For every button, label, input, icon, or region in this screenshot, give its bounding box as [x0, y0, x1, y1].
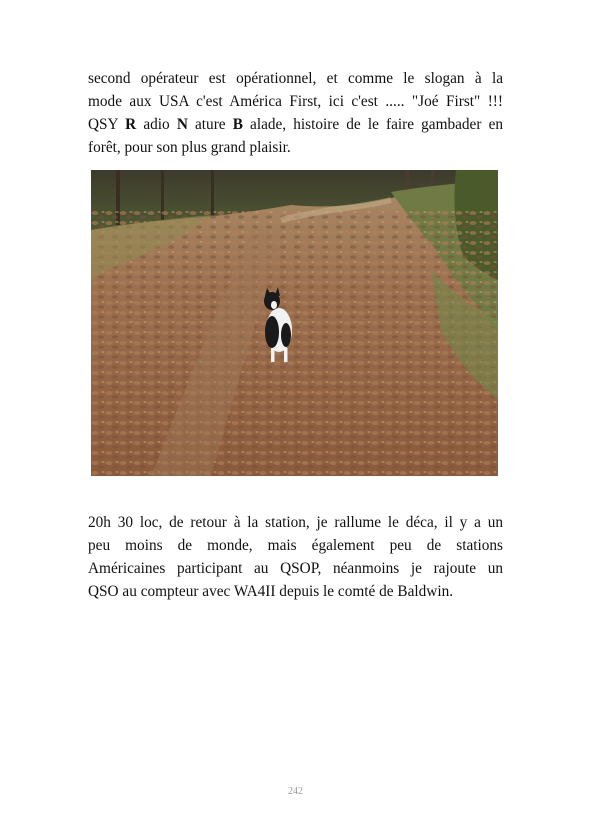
qsy-text: QSY — [88, 116, 126, 133]
adio-text: adio — [136, 116, 177, 133]
paragraph-1-line-4: forêt, pour son plus grand plaisir. — [88, 139, 291, 156]
paragraph-2-line-3: Américaines participant au QSOP, néanmoins je rajoute un — [88, 560, 503, 577]
ature-text: ature — [187, 116, 233, 133]
paragraph-1 — [88, 67, 503, 159]
bold-letter-r: R — [125, 116, 137, 133]
paragraph-2-line-2: peu moins de monde, mais également peu de stations — [88, 537, 503, 554]
paragraph-1-line-1: second opérateur est opérationnel, et comme le slogan à la — [88, 70, 503, 87]
alade-text: alade, histoire de le faire gambader en — [242, 116, 504, 133]
bold-letter-n: N — [176, 116, 188, 133]
paragraph-1-line-3 — [88, 113, 503, 136]
paragraph-1-line-2: mode aux USA c'est América First, ici c'est ..... "Joé First" !!! — [88, 93, 503, 110]
paragraph-2-line-4: QSO au compteur avec WA4II depuis le comté de Baldwin. — [88, 583, 454, 600]
bold-letter-b: B — [232, 116, 243, 133]
forest-path-dog-photo — [91, 170, 498, 476]
page-number: 242 — [288, 786, 303, 797]
paragraph-2 — [88, 511, 503, 603]
paragraph-2-line-1: 20h 30 loc, de retour à la station, je rallume le déca, il y a un — [88, 514, 503, 531]
